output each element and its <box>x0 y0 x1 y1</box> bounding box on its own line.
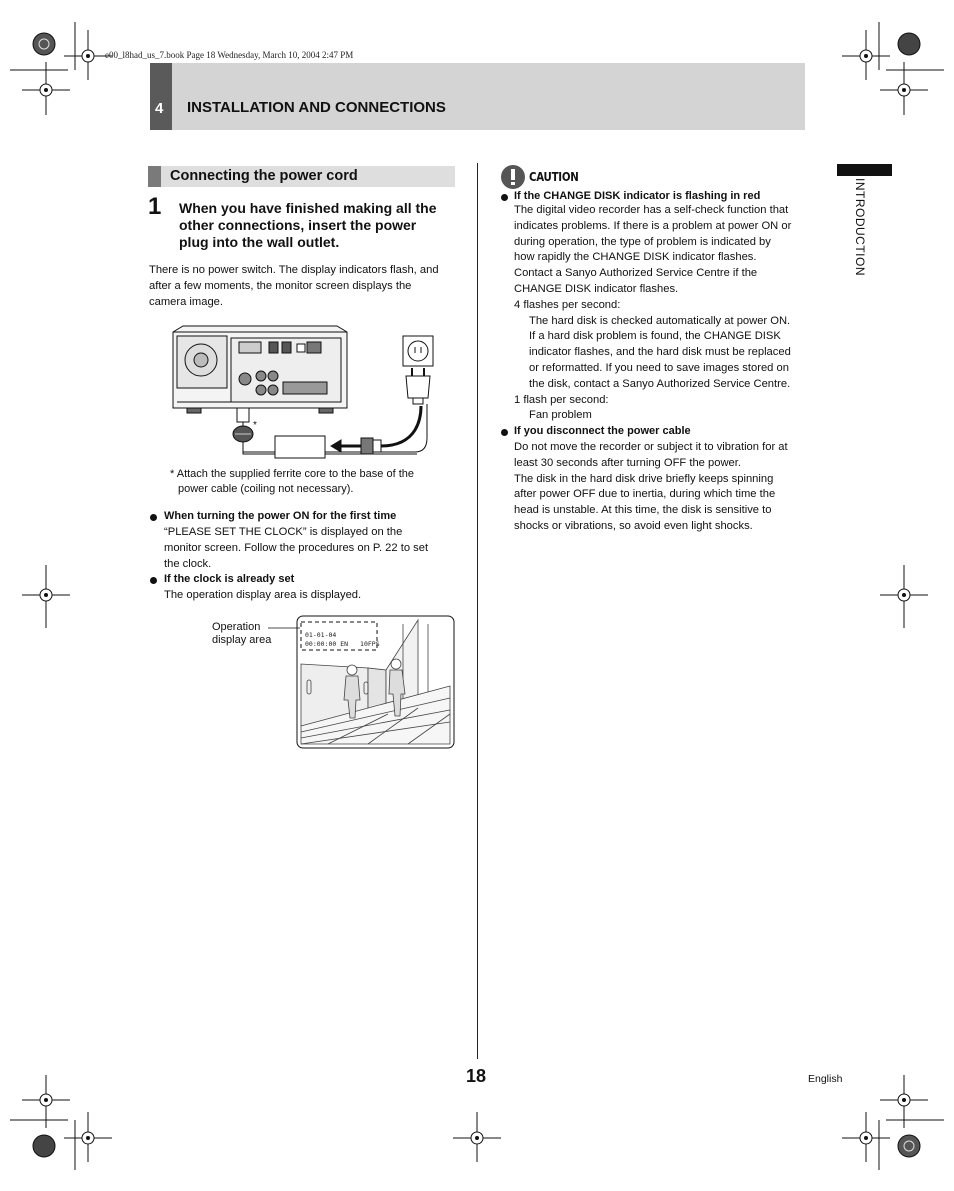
intro-paragraph <box>149 263 464 310</box>
text-line: during operation, the type of problem is indicated by <box>514 235 771 248</box>
text-line: after power OFF due to inertia, during which time the <box>514 488 776 501</box>
step-instruction <box>179 200 459 251</box>
text-line: or reformatted. If you need to save images stored on <box>529 361 789 374</box>
text-line: monitor screen. Follow the procedures on P. 22 to set <box>164 541 429 554</box>
text-line: If a hard disk problem is found, the CHANGE DISK <box>529 330 781 343</box>
side-tab-label: INTRODUCTION <box>853 178 867 276</box>
caution-bullet-body <box>514 440 814 535</box>
text-line: The hard disk is checked automatically at power ON. <box>529 314 791 327</box>
bullet-title: When turning the power ON for the first time <box>164 510 397 522</box>
callout-label <box>212 621 271 647</box>
text-line: The digital video recorder has a self-check function that <box>514 204 789 216</box>
chapter-number-box <box>150 63 172 130</box>
page-number: 18 <box>466 1066 487 1086</box>
text-line: least 30 seconds after turning OFF the power. <box>514 456 741 469</box>
text-line: how rapidly the CHANGE DISK indicator flashes. <box>514 251 757 264</box>
power-connection-illustration <box>165 320 465 470</box>
language-label: English <box>808 1073 843 1085</box>
text-line: “PLEASE SET THE CLOCK” is displayed on the <box>164 526 403 538</box>
osd-fps: 10FPS <box>360 640 380 648</box>
text-line: indicates problems. If there is a problem at power ON or <box>514 219 792 232</box>
text-line: Do not move the recorder or subject it to vibration for at <box>514 441 788 453</box>
text-line: display area <box>212 634 272 646</box>
text-line: The operation display area is displayed. <box>164 589 362 601</box>
text-line: Operation <box>212 621 261 633</box>
sub-label: 4 flashes per second: <box>514 298 621 311</box>
caution-bullet-body <box>514 203 814 424</box>
bullet-body <box>164 588 464 604</box>
text-line: the clock. <box>164 557 212 570</box>
bullet-icon <box>150 514 157 521</box>
text-line: CHANGE DISK indicator flashes. <box>514 282 679 295</box>
bullet-icon <box>150 577 157 584</box>
book-file-info: e00_l8had_us_7.book Page 18 Wednesday, March 10, 2004 2:47 PM <box>105 50 354 60</box>
step-number: 1 <box>148 193 162 220</box>
section-title: Connecting the power cord <box>170 168 358 184</box>
text-line: Contact a Sanyo Authorized Service Centre if the <box>514 267 758 280</box>
bullet-icon <box>501 429 508 436</box>
text-line: the disk, contact a Sanyo Authorized Service Centre. <box>529 377 791 390</box>
sub-label: 1 flash per second: <box>514 393 609 406</box>
chapter-title: INSTALLATION AND CONNECTIONS <box>187 99 446 116</box>
chapter-number: 4 <box>155 100 164 117</box>
text-line: There is no power switch. The display indicators flash, and <box>149 264 439 276</box>
caution-bullet-title: If you disconnect the power cable <box>514 425 691 437</box>
text-line: The disk in the hard disk drive briefly keeps spinning <box>514 472 774 485</box>
chapter-header-band <box>150 63 805 130</box>
text-line: shocks or vibrations, so avoid even light shocks. <box>514 519 753 532</box>
text-line: camera image. <box>149 295 223 308</box>
text-line: after a few moments, the monitor screen displays the <box>149 279 412 292</box>
step-line: other connections, insert the power <box>179 217 417 233</box>
bullet-title: If the clock is already set <box>164 573 295 585</box>
side-tab-marker <box>837 164 892 176</box>
section-heading-marker <box>148 166 161 187</box>
bullet-body <box>164 525 464 572</box>
column-divider <box>477 163 478 1059</box>
step-line: When you have finished making all the <box>179 200 437 216</box>
bullet-icon <box>501 194 508 201</box>
caution-label: CAUTION <box>529 170 579 184</box>
step-line: plug into the wall outlet. <box>179 234 340 250</box>
osd-overlay <box>305 631 380 649</box>
osd-time: 00:00:00 EN <box>305 640 349 648</box>
text-line: power cable (coiling not necessary). <box>178 482 354 495</box>
text-line: indicator flashes, and the hard disk must be replaced <box>529 346 791 359</box>
text-line: Fan problem <box>529 409 592 422</box>
ferrite-asterisk: * <box>253 420 257 431</box>
text-line: * Attach the supplied ferrite core to the base of the <box>170 468 414 480</box>
ferrite-footnote <box>170 467 465 496</box>
caution-bullet-title: If the CHANGE DISK indicator is flashing in red <box>514 190 761 202</box>
text-line: head is unstable. At this time, the disk is sensitive to <box>514 504 772 517</box>
sub-body <box>514 314 814 393</box>
osd-date: 01-01-04 <box>305 631 337 639</box>
sub-body <box>514 408 814 424</box>
warning-icon <box>500 164 526 190</box>
